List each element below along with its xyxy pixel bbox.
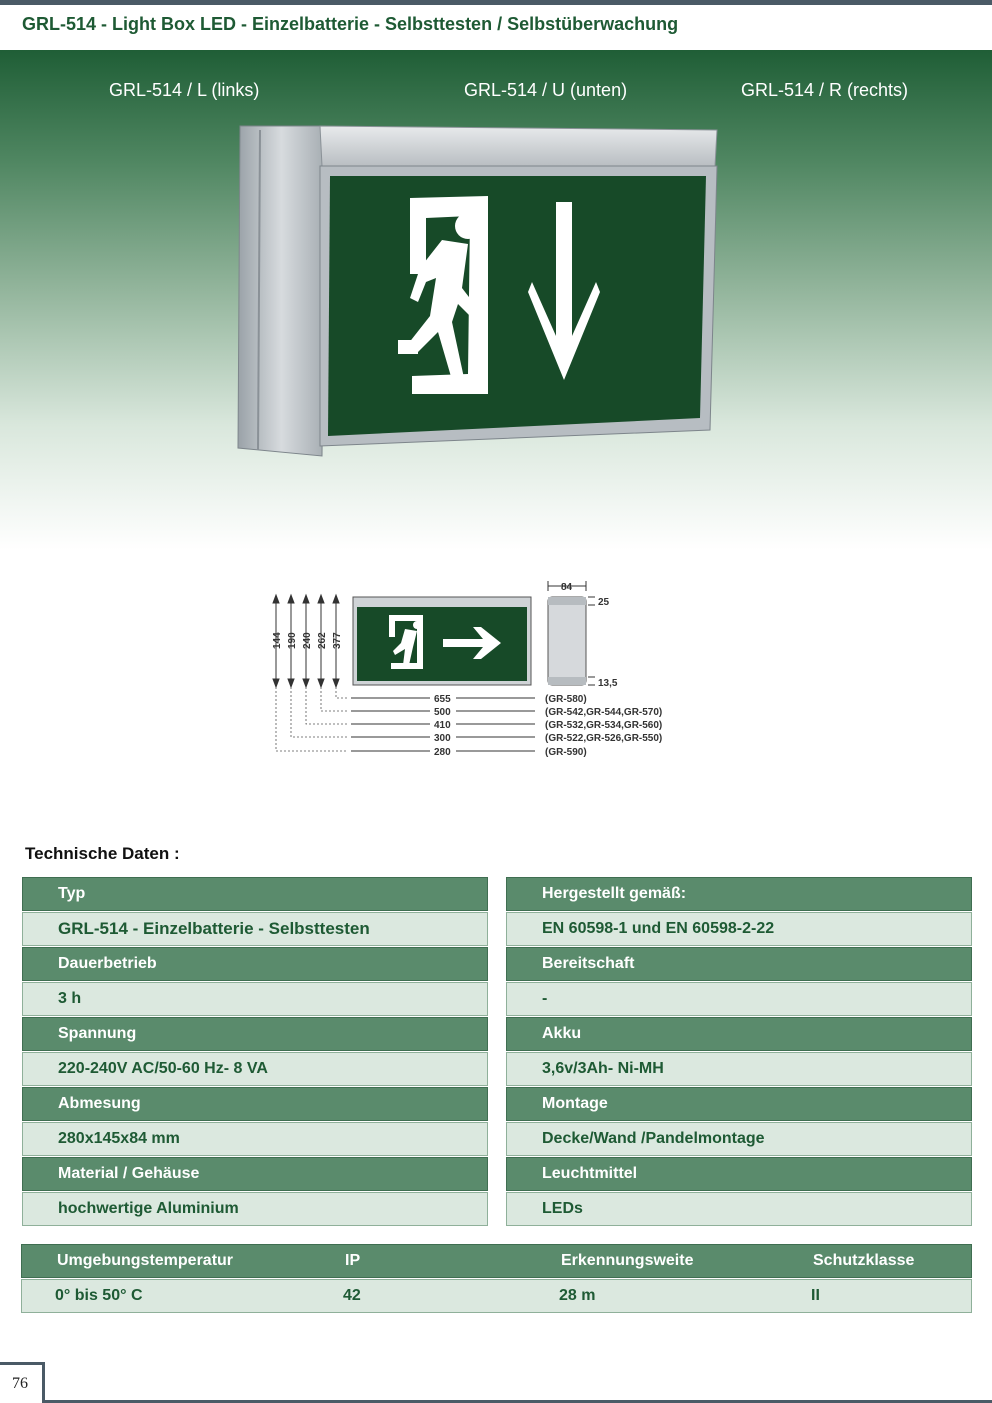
variant-down-label: GRL-514 / U (unten) [464, 80, 628, 100]
value-erkennungsweite: 28 m [559, 1287, 596, 1304]
spec-value-abmesung: 280x145x84 mm [22, 1122, 488, 1156]
spec-label-typ: Typ [22, 877, 488, 911]
models-280: (GR-590) [545, 747, 587, 758]
spec-label-leuchtmittel: Leuchtmittel [506, 1157, 972, 1191]
spec-value-bereitschaft: - [506, 982, 972, 1016]
spec-value-leuchtmittel: LEDs [506, 1192, 972, 1226]
width-410: 410 [434, 720, 451, 731]
dimension-drawing [265, 575, 685, 765]
spec-value-spannung: 220-240V AC/50-60 Hz- 8 VA [22, 1052, 488, 1086]
section-title: Technische Daten : [25, 844, 180, 863]
height-262: 262 [317, 632, 328, 649]
variant-left-label: GRL-514 / L (links) [109, 80, 260, 100]
spec-value-typ: GRL-514 - Einzelbatterie - Selbsttesten [22, 912, 488, 946]
bottom-table-header [21, 1244, 972, 1278]
height-190: 190 [287, 632, 298, 649]
models-500: (GR-542,GR-544,GR-570) [545, 707, 663, 718]
value-ip: 42 [343, 1287, 361, 1304]
spec-value-material: hochwertige Aluminium [22, 1192, 488, 1226]
spec-label-dauerbetrieb: Dauerbetrieb [22, 947, 488, 981]
width-500: 500 [434, 707, 451, 718]
variant-right-label: GRL-514 / R (rechts) [741, 80, 909, 100]
header-umgebungstemperatur: Umgebungstemperatur [57, 1252, 234, 1269]
offset-13-5: 13,5 [598, 678, 618, 689]
width-655: 655 [434, 694, 451, 705]
spec-label-abmesung: Abmesung [22, 1087, 488, 1121]
value-schutzklasse: II [811, 1287, 820, 1304]
spec-value-montage: Decke/Wand /Pandelmontage [506, 1122, 972, 1156]
spec-label-bereitschaft: Bereitschaft [506, 947, 972, 981]
header-erkennungsweite: Erkennungsweite [561, 1252, 694, 1269]
header-schutzklasse: Schutzklasse [813, 1252, 915, 1269]
height-240: 240 [302, 632, 313, 649]
models-410: (GR-532,GR-534,GR-560) [545, 720, 663, 731]
value-umgebungstemperatur: 0° bis 50° C [55, 1287, 143, 1304]
sign-panel [328, 176, 706, 436]
spec-value-dauerbetrieb: 3 h [22, 982, 488, 1016]
spec-label-material: Material / Gehäuse [22, 1157, 488, 1191]
spec-label-hergestellt: Hergestellt gemäß: [506, 877, 972, 911]
width-300: 300 [434, 733, 451, 744]
height-377: 377 [332, 632, 343, 649]
depth-84: 84 [561, 582, 573, 593]
models-300: (GR-522,GR-526,GR-550) [545, 733, 663, 744]
bottom-table-values [21, 1279, 972, 1313]
page-title: GRL-514 - Light Box LED - Einzelbatterie - Selbsttesten / Selbstüberwachung [22, 14, 679, 34]
spec-label-montage: Montage [506, 1087, 972, 1121]
offset-25: 25 [598, 597, 610, 608]
models-655: (GR-580) [545, 694, 587, 705]
spec-label-spannung: Spannung [22, 1017, 488, 1051]
spec-value-akku: 3,6v/3Ah- Ni-MH [506, 1052, 972, 1086]
header-ip: IP [345, 1252, 361, 1269]
exit-sign-photo [230, 118, 725, 468]
top-border [0, 0, 992, 5]
spec-value-hergestellt: EN 60598-1 und EN 60598-2-22 [506, 912, 972, 946]
page-number: 76 [12, 1375, 28, 1392]
width-280: 280 [434, 747, 451, 758]
spec-label-akku: Akku [506, 1017, 972, 1051]
height-144: 144 [272, 632, 283, 649]
